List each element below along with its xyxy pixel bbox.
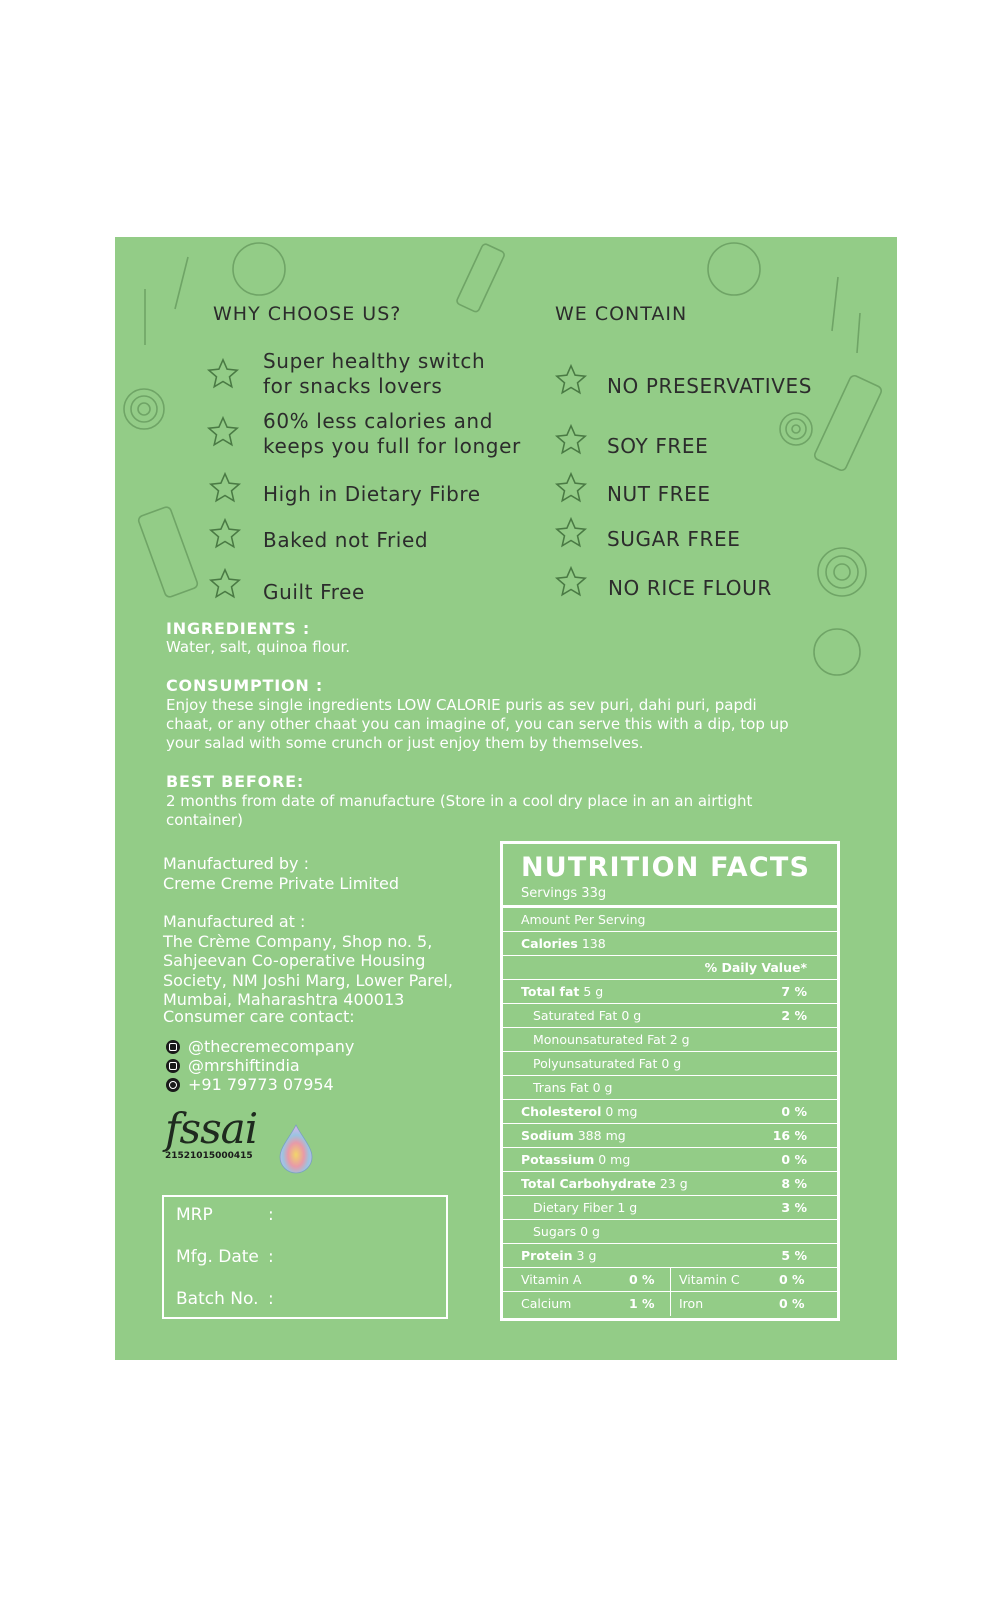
swirl-doodle-3: [818, 548, 866, 596]
label-panel: [115, 237, 897, 1360]
puri-doodle-2: [708, 243, 760, 295]
total-fat-row: Total fat 5 g 7 %: [503, 980, 837, 1004]
we-contain-heading: WE CONTAIN: [555, 303, 688, 325]
servings: Servings 33g: [521, 886, 607, 901]
vitamin-divider: [670, 1292, 671, 1316]
star-icon: [554, 423, 588, 457]
why-item-2: 60% less calories and keeps you full for longer: [263, 409, 521, 458]
ingredients-label: INGREDIENTS :: [166, 619, 311, 638]
why-item-3: High in Dietary Fibre: [263, 482, 481, 506]
protein-row: Protein 3 g 5 %: [503, 1244, 837, 1268]
veg-drop-icon: [276, 1123, 316, 1175]
polyunsaturated-fat-row: Polyunsaturated Fat 0 g: [503, 1052, 837, 1076]
line-doodle-4: [857, 313, 860, 353]
contain-item-1: NO PRESERVATIVES: [607, 374, 813, 398]
trans-fat-row: Trans Fat 0 g: [503, 1076, 837, 1100]
star-icon: [554, 565, 588, 599]
why-item-4: Baked not Fried: [263, 528, 429, 552]
puri-doodle-1: [233, 243, 285, 295]
star-icon: [206, 357, 240, 391]
daily-value-header-row: % Daily Value*: [503, 956, 837, 980]
instagram-contact-1: @thecremecompany: [166, 1037, 354, 1056]
contain-item-3: NUT FREE: [607, 482, 711, 506]
consumption-text: Enjoy these single ingredients LOW CALORIE puris as sev puri, dahi puri, papdi chaat, or any other chaat you can imagine of, you can serve this with a dip, top up your salad with some crunch or just enjoy them by themselves.: [166, 696, 789, 752]
manufacturer-info: Manufactured by : Creme Creme Private Limited: [163, 854, 400, 893]
nutrition-facts-panel: [500, 841, 840, 1321]
instagram-contact-2: @mrshiftindia: [166, 1056, 354, 1075]
total-carbohydrate-row: Total Carbohydrate 23 g 8 %: [503, 1172, 837, 1196]
nutrition-facts-title: NUTRITION FACTS: [521, 852, 811, 883]
manufacturing-address: Manufactured at : The Crème Company, Shop no. 5, Sahjeevan Co-operative Housing Society, NM Joshi Marg, Lower Parel, Mumbai, Maharashtra 400013: [163, 912, 453, 1009]
why-choose-us-heading: WHY CHOOSE US?: [213, 303, 402, 325]
vitamin-row-1: Vitamin A 0 % Vitamin C 0 %: [503, 1268, 837, 1292]
swirl-doodle-1: [124, 389, 164, 429]
star-icon: [208, 517, 242, 551]
potassium-row: Potassium 0 mg 0 %: [503, 1148, 837, 1172]
contain-item-4: SUGAR FREE: [607, 527, 741, 551]
contain-item-2: SOY FREE: [607, 434, 709, 458]
why-item-5: Guilt Free: [263, 580, 365, 604]
star-icon: [554, 516, 588, 550]
consumption-label: CONSUMPTION :: [166, 676, 324, 695]
star-icon: [208, 567, 242, 601]
contain-item-5: NO RICE FLOUR: [608, 576, 772, 600]
best-before-label: BEST BEFORE:: [166, 772, 305, 791]
vitamin-divider: [670, 1268, 671, 1292]
mfg-date-row: Mfg. Date :: [176, 1247, 274, 1267]
swirl-doodle-2: [780, 413, 812, 445]
stick-doodle-2: [137, 506, 198, 598]
whatsapp-contact: +91 79773 07954: [166, 1075, 354, 1094]
sodium-row: Sodium 388 mg 16 %: [503, 1124, 837, 1148]
star-icon: [554, 363, 588, 397]
puri-doodle-3: [814, 629, 860, 675]
mrp-row: MRP :: [176, 1205, 274, 1225]
cholesterol-row: Cholesterol 0 mg 0 %: [503, 1100, 837, 1124]
why-item-1: Super healthy switch for snacks lovers: [263, 349, 486, 398]
social-contacts: [166, 1037, 354, 1094]
dietary-fiber-row: Dietary Fiber 1 g 3 %: [503, 1196, 837, 1220]
instagram-icon: [166, 1059, 180, 1073]
vitamin-row-2: Calcium 1 % Iron 0 %: [503, 1292, 837, 1316]
best-before-text: 2 months from date of manufacture (Store in a cool dry place in an an airtight container): [166, 792, 753, 829]
monounsaturated-fat-row: Monounsaturated Fat 2 g: [503, 1028, 837, 1052]
line-doodle-1: [175, 257, 188, 309]
fssai-logo: fssai 21521015000415: [165, 1104, 258, 1161]
mrp-box: [162, 1195, 448, 1319]
sugars-row: Sugars 0 g: [503, 1220, 837, 1244]
instagram-icon: [166, 1040, 180, 1054]
star-icon: [554, 471, 588, 505]
amount-per-serving-row: Amount Per Serving: [503, 908, 837, 932]
saturated-fat-row: Saturated Fat 0 g 2 %: [503, 1004, 837, 1028]
stick-doodle-3: [813, 374, 883, 472]
batch-no-row: Batch No. :: [176, 1289, 274, 1309]
calories-row: Calories 138: [503, 932, 837, 956]
star-icon: [206, 415, 240, 449]
ingredients-text: Water, salt, quinoa flour.: [166, 638, 350, 656]
line-doodle-3: [832, 277, 838, 331]
stick-doodle-1: [456, 243, 506, 313]
whatsapp-icon: [166, 1078, 180, 1092]
fssai-license-number: 21521015000415: [165, 1151, 253, 1161]
star-icon: [208, 471, 242, 505]
consumer-care-label: Consumer care contact:: [163, 1007, 355, 1026]
